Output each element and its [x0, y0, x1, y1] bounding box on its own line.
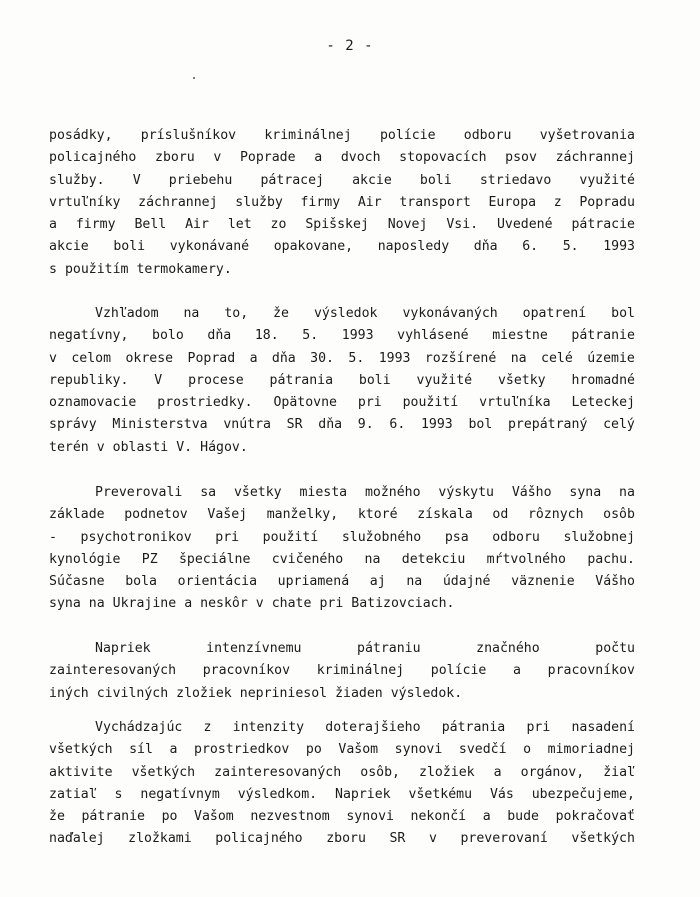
page-number: - 2 -: [326, 38, 374, 54]
text-line: - psychotronikov pri použití služobného psa odboru služobnej: [49, 529, 635, 545]
paragraph-2: [49, 303, 635, 459]
text-line: že pátranie po Vašom nezvestnom synovi nekončí a bude pokračovať: [49, 809, 635, 825]
text-line: negatívny, bolo dňa 18. 5. 1993 vyhlásené miestne pátranie: [49, 328, 635, 344]
paragraph-3: [49, 482, 635, 616]
text-line: správy Ministerstva vnútra SR dňa 9. 6. 1993 bol prepátraný celý: [49, 417, 635, 433]
text-line: Vzhľadom na to, že výsledok vykonávaných opatrení bol: [95, 306, 635, 321]
text-line: syna na Ukrajine a neskôr v chate pri Batizovciach.: [49, 596, 455, 612]
text-line: a firmy Bell Air let zo Spišskej Novej Vsi. Uvedené pátracie: [49, 217, 635, 233]
text-line: posádky, príslušníkov kriminálnej polície odboru vyšetrovania: [49, 128, 635, 143]
text-line: vrtuľníky záchrannej služby firmy Air transport Europa z Popradu: [49, 194, 635, 210]
text-line: naďalej zložkami policajného zboru SR v preverovaní všetkých: [49, 831, 635, 847]
text-line: iných civilných zložiek nepriniesol žiaden výsledok.: [49, 685, 463, 701]
text-line: Preverovali sa všetky miesta možného výskytu Vášho syna na: [95, 485, 635, 500]
text-line: Napriek intenzívnemu pátraniu značného počtu: [95, 641, 635, 656]
text-line: Súčasne bola orientácia upriamená aj na údajné väznenie Vášho: [49, 574, 635, 590]
paragraph-5: [49, 717, 635, 851]
text-line: republiky. V procese pátrania boli využité všetky hromadné: [49, 372, 635, 388]
paragraph-1: [49, 125, 635, 281]
scan-speck: [193, 77, 195, 79]
text-line: všetkých síl a prostriedkov po Vašom synovi svedčí o mimoriadnej: [49, 742, 635, 758]
text-line: služby. V priebehu pátracej akcie boli striedavo využité: [49, 172, 635, 188]
text-line: v celom okrese Poprad a dňa 30. 5. 1993 rozšírené na celé územie: [49, 350, 635, 366]
text-line: oznamovacie prostriedky. Opätovne pri použití vrtuľníka Leteckej: [49, 395, 635, 411]
text-line: s použitím termokamery.: [49, 261, 232, 277]
text-line: terén v oblasti V. Hágov.: [49, 439, 248, 455]
text-line: akcie boli vykonávané opakovane, naposledy dňa 6. 5. 1993: [49, 239, 635, 255]
text-line: kynológie PZ špeciálne cvičeného na detekciu mŕtvolného pachu.: [49, 551, 635, 567]
text-line: zainteresovaných pracovníkov kriminálnej polície a pracovníkov: [49, 663, 635, 679]
text-line: aktivite všetkých zainteresovaných osôb, zložiek a orgánov, žiaľ: [49, 764, 635, 780]
text-line: policajného zboru v Poprade a dvoch stopovacích psov záchrannej: [49, 150, 635, 166]
paragraph-4: [49, 638, 635, 705]
text-line: základe podnetov Vašej manželky, ktoré získala od rôznych osôb: [49, 507, 635, 523]
text-line: zatiaľ s negatívnym výsledkom. Napriek všetkému Vás ubezpečujeme,: [49, 786, 635, 802]
text-line: Vychádzajúc z intenzity doterajšieho pátrania pri nasadení: [95, 720, 635, 735]
